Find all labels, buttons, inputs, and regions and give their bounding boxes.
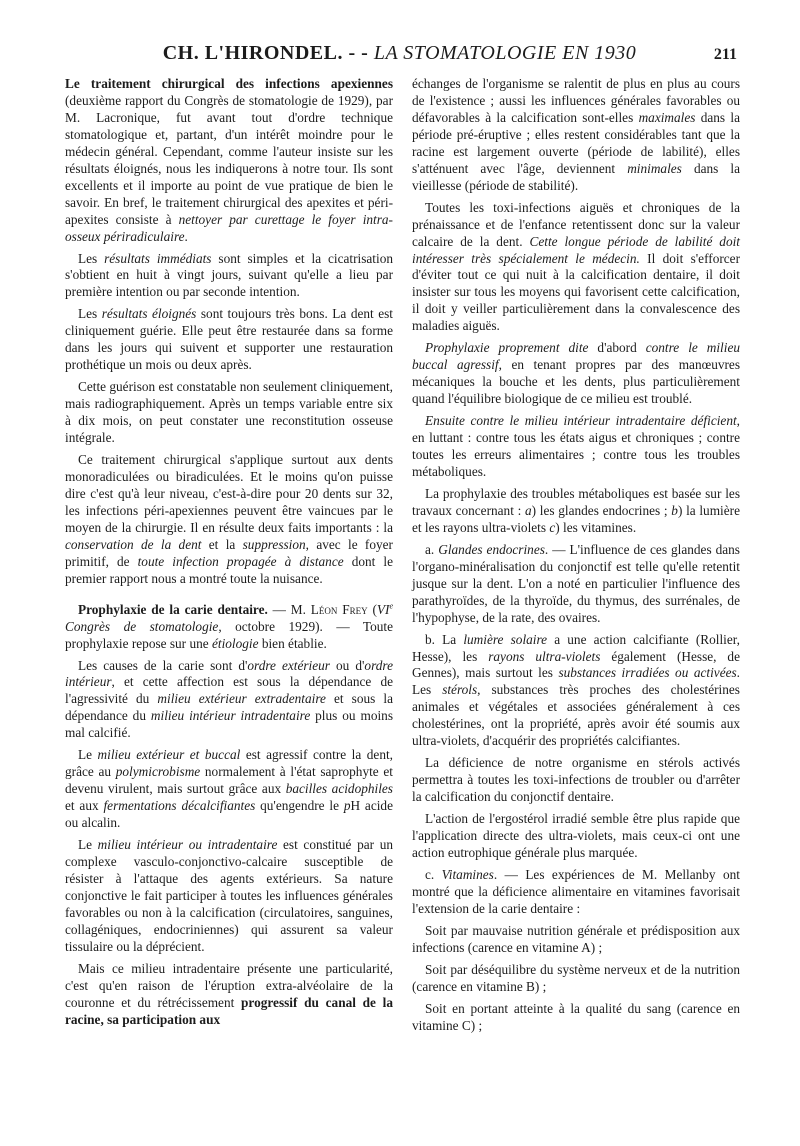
right-column xyxy=(412,76,740,1040)
paragraph: a. Glandes endocrines. — L'influence de ces glandes dans l'organo-minéralisation du conjonctif est telle qu'elle retentit jusque sur la dent. L'on a noté en particulier l'influence des parathyroïdes, de la thyroïde, du thymus, des surrénales, de l'hypophyse, de la rate, des ovaires. xyxy=(412,541,740,625)
paragraph: Cette guérison est constatable non seulement cliniquement, mais radiographiquement. Après un temps variable entre six à dix mois, on peut constater une reconstitution osseuse intégrale. xyxy=(65,379,393,446)
paragraph: Soit par mauvaise nutrition générale et prédisposition aux infections (carence en vitamine A) ; xyxy=(412,922,740,955)
paragraph: Toutes les toxi-infections aiguës et chroniques de la prénaissance et de l'enfance retentissent donc sur la valeur calcaire de la dent. Cette longue période de labilité doit intéresser très spécialement le médecin. Il doit s'efforcer d'éviter tout ce qui nuit à la calcification dentaire, il doit insister sur tous les moyens qui favorisent cette calcification, il doit y veiller particulièrement dans la convalescence des maladies aiguës. xyxy=(412,199,740,334)
paragraph: échanges de l'organisme se ralentit de plus en plus au cours de l'existence ; aussi les influences générales favorables ou défavorables à la calcification sont-elles maximales dans la période pré-éruptive ; elles restent considérables tant que la racine est largement ouverte (période de labilité), elles s'atténuent avec l'âge, deviennent minimales dans la vieillesse (période de stabilité). xyxy=(412,76,740,193)
page-header xyxy=(62,38,737,72)
paragraph: c. Vitamines. — Les expériences de M. Mellanby ont montré que la déficience alimentaire en vitamines favorisait l'extension de la carie dentaire : xyxy=(412,866,740,916)
page-number: 211 xyxy=(713,46,737,63)
paragraph: Les résultats éloignés sont toujours très bons. La dent est cliniquement guérie. Elle peut être restaurée dans sa forme dans les jours qui suivent et supporter une restauration prothétique un mois ou deux après. xyxy=(65,306,393,373)
paragraph: Mais ce milieu intradentaire présente une particularité, c'est qu'en raison de l'éruption extra-alvéolaire de la couronne et du rétrécissement progressif du canal de la racine, sa participation aux xyxy=(65,960,394,1027)
paragraph: b. La lumière solaire a une action calcifiante (Rollier, Hesse), les rayons ultra-violets également (Hesse, de Gennes), mais surtout les substances irradiées ou activées. Les stérols, substances très proches des cholestérines animales et végétales et associées généralement à ces cholestérines, ont la propriété, après avoir été soumis aux ultra-violets, d'acquérir des propriétés calcifiantes. xyxy=(412,631,740,749)
paragraph: La prophylaxie des troubles métaboliques est basée sur les travaux concernant : a) les glandes endocrines ; b) la lumière et les rayons ultra-violets c) les vitamines. xyxy=(412,485,740,535)
paragraph: Soit en portant atteinte à la qualité du sang (carence en vitamine C) ; xyxy=(412,1000,740,1033)
paragraph: Le milieu intérieur ou intradentaire est constitué par un complexe vasculo-conjonctivo-calcaire susceptible de résister à l'attaque des agents extérieurs. Sa nature conjonctive le fait participer à toutes les influences générales favorables ou non à la calcification (circulatoires, sanguines, collagéniques, endocriniennes) qui assurent sa valeur tissulaire ou la déprécient. xyxy=(65,837,393,954)
running-title-separator: - - xyxy=(343,42,374,64)
running-title-author: CH. L'HIRONDEL. xyxy=(162,42,343,64)
author-name: Léon Frey xyxy=(310,601,368,617)
section-title-caries-prophylaxis: Prophylaxie de la carie dentaire. xyxy=(78,601,268,617)
left-column xyxy=(65,76,393,1034)
paragraph: Prophylaxie de la carie dentaire. — M. Léon Frey (VIe Congrès de stomatologie, octobre 1929). — Toute prophylaxie repose sur une étiologie bien établie. xyxy=(65,601,393,651)
paragraph: La déficience de notre organisme en stérols activés permettra à toutes les toxi-infections de troubler ou d'arrêter la calcification du conjonctif dentaire. xyxy=(412,755,740,805)
paragraph: L'action de l'ergostérol irradié semble être plus rapide que l'application directe des ultra-violets, mais ceux-ci ont une action eutrophique générale plus marquée. xyxy=(412,811,740,860)
paragraph: Les causes de la carie sont d'ordre extérieur ou d'ordre intérieur, et cette affection est sous la dépendance de l'agressivité du milieu extérieur extradentaire et sous la dépendance du milieu intérieur intradentaire plus ou moins mal calcifié. xyxy=(65,657,393,741)
running-title-subject: LA STOMATOLOGIE EN 1930 xyxy=(373,42,637,64)
paragraph: Ce traitement chirurgical s'applique surtout aux dents monoradiculées ou biradiculées. Et le moins qu'on puisse dire c'est qu'à leur niveau, c'est-à-dire pour 20 dents sur 32, les infections péri-apexiennes peuvent être vaincues par le moyen de la chirurgie. Il en résulte deux faits importants : la conservation de la dent et la suppression, avec le foyer primitif, de toute infection propagée à distance dont le premier rapport nous a montré toute la nuisance. xyxy=(65,452,393,586)
paragraph: Ensuite contre le milieu intérieur intradentaire déficient, en luttant : contre tous les états aigus et chroniques ; contre toutes les erreurs alimentaires ; contre tous les troubles métaboliques. xyxy=(412,413,740,479)
paragraph: Soit par déséquilibre du système nerveux et de la nutrition (carence en vitamine B) ; xyxy=(412,961,740,994)
running-title xyxy=(62,42,737,65)
paragraph: Le milieu extérieur et buccal est agressif contre la dent, grâce au polymicrobisme normalement à l'état saprophyte et devenu virulent, mais surtout grâce aux bacilles acidophiles et aux fermentations décalcifiantes qu'engendre le pH acide ou alcalin. xyxy=(65,747,393,831)
paragraph: Prophylaxie proprement dite d'abord contre le milieu buccal agressif, en tenant propres par des manœuvres mécaniques la bouche et les dents, plus particulièrement quand l'équilibre biologique de ce milieu est troublé. xyxy=(412,340,740,407)
paragraph: Les résultats immédiats sont simples et la cicatrisation s'obtient en huit à vingt jours, suivant qu'elle a lieu par première intention ou par seconde intention. xyxy=(65,250,393,300)
section-title-surgical-treatment: Le traitement chirurgical des infections apexiennes xyxy=(65,76,393,91)
paragraph: Le traitement chirurgical des infections apexiennes (deuxième rapport du Congrès de stomatologie de 1929), par M. Lacronique, fut avant tout d'ordre technique stomatologique et, partant, d'un intérêt moindre pour le médecin général. Cependant, comme l'auteur insiste sur les résultats éloignés, nous les indiquerons à notre tour. Ils sont excellents et il importe au point de vue pratique de bien le savoir. En bref, le traitement chirurgical des apexites et péri-apexites consiste à nettoyer par curettage le foyer intra-osseux périradiculaire. xyxy=(65,76,393,244)
